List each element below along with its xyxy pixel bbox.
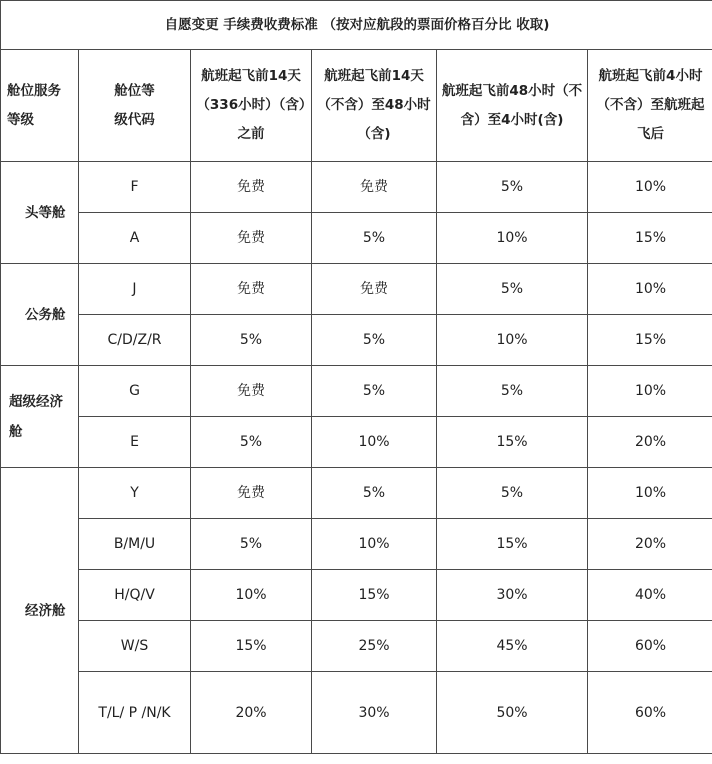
table-row: [1, 417, 712, 468]
fee-col-4: 10%: [588, 162, 712, 213]
fee-col-2: 15%: [312, 570, 437, 621]
table-row: [1, 213, 712, 264]
table-row: [1, 672, 712, 754]
fee-table-body: [1, 1, 712, 754]
fee-col-4: 60%: [588, 621, 712, 672]
table-row: [1, 366, 712, 417]
fee-col-3: 5%: [437, 366, 588, 417]
fee-col-3: 30%: [437, 570, 588, 621]
table-row: [1, 570, 712, 621]
fee-col-4: 10%: [588, 366, 712, 417]
fare-code: T/L/ P /N/K: [79, 672, 191, 754]
fee-col-3: 5%: [437, 264, 588, 315]
fee-col-3: 15%: [437, 417, 588, 468]
fare-code: J: [79, 264, 191, 315]
cabin-class-first: 头等舱: [1, 162, 79, 264]
header-col-3: 航班起飞前48小时（不含）至4小时(含): [437, 50, 588, 162]
fare-code: H/Q/V: [79, 570, 191, 621]
fee-col-1: 20%: [191, 672, 312, 754]
fee-col-1: 免费: [191, 264, 312, 315]
fee-col-2: 10%: [312, 417, 437, 468]
fee-col-3: 5%: [437, 162, 588, 213]
fee-col-2: 10%: [312, 519, 437, 570]
table-row: [1, 315, 712, 366]
header-col-1: 航班起飞前14天（336小时）（含）之前: [191, 50, 312, 162]
title-row: [1, 1, 712, 50]
fee-col-1: 15%: [191, 621, 312, 672]
fee-col-2: 免费: [312, 264, 437, 315]
fee-col-4: 60%: [588, 672, 712, 754]
fee-col-4: 15%: [588, 315, 712, 366]
fee-col-3: 10%: [437, 315, 588, 366]
header-col-4: 航班起飞前4小时（不含）至航班起飞后: [588, 50, 712, 162]
fare-code: A: [79, 213, 191, 264]
fee-col-4: 20%: [588, 519, 712, 570]
fare-code: F: [79, 162, 191, 213]
header-row: [1, 50, 712, 162]
fee-col-1: 免费: [191, 213, 312, 264]
table-title: 自愿变更 手续费收费标准 （按对应航段的票面价格百分比 收取): [1, 1, 712, 50]
fee-col-4: 10%: [588, 468, 712, 519]
fee-col-3: 15%: [437, 519, 588, 570]
fee-col-3: 45%: [437, 621, 588, 672]
fee-col-2: 5%: [312, 366, 437, 417]
fare-code: B/M/U: [79, 519, 191, 570]
fee-col-2: 5%: [312, 468, 437, 519]
fare-code: W/S: [79, 621, 191, 672]
header-col-2: 航班起飞前14天（不含）至48小时（含): [312, 50, 437, 162]
header-code: 舱位等级代码: [79, 50, 191, 162]
fare-code: G: [79, 366, 191, 417]
fee-col-2: 30%: [312, 672, 437, 754]
fare-code: C/D/Z/R: [79, 315, 191, 366]
table-row: [1, 519, 712, 570]
fare-code: Y: [79, 468, 191, 519]
fee-col-1: 10%: [191, 570, 312, 621]
table-row: [1, 468, 712, 519]
fee-col-1: 5%: [191, 519, 312, 570]
fee-col-1: 免费: [191, 162, 312, 213]
cabin-class-economy: 经济舱: [1, 468, 79, 754]
table-row: [1, 162, 712, 213]
fee-col-4: 15%: [588, 213, 712, 264]
fee-col-3: 50%: [437, 672, 588, 754]
fee-col-2: 5%: [312, 315, 437, 366]
fee-col-3: 5%: [437, 468, 588, 519]
fee-col-4: 40%: [588, 570, 712, 621]
cabin-class-premium-economy: 超级经济舱: [1, 366, 79, 468]
fee-col-1: 免费: [191, 366, 312, 417]
table-row: [1, 621, 712, 672]
fee-col-3: 10%: [437, 213, 588, 264]
fare-code: E: [79, 417, 191, 468]
fee-col-1: 5%: [191, 417, 312, 468]
header-service-class: 舱位服务 等级: [1, 50, 79, 162]
fee-col-4: 20%: [588, 417, 712, 468]
fee-col-1: 5%: [191, 315, 312, 366]
cabin-class-business: 公务舱: [1, 264, 79, 366]
table-row: [1, 264, 712, 315]
fee-col-2: 免费: [312, 162, 437, 213]
fee-col-2: 25%: [312, 621, 437, 672]
fee-col-2: 5%: [312, 213, 437, 264]
fee-col-4: 10%: [588, 264, 712, 315]
fee-col-1: 免费: [191, 468, 312, 519]
